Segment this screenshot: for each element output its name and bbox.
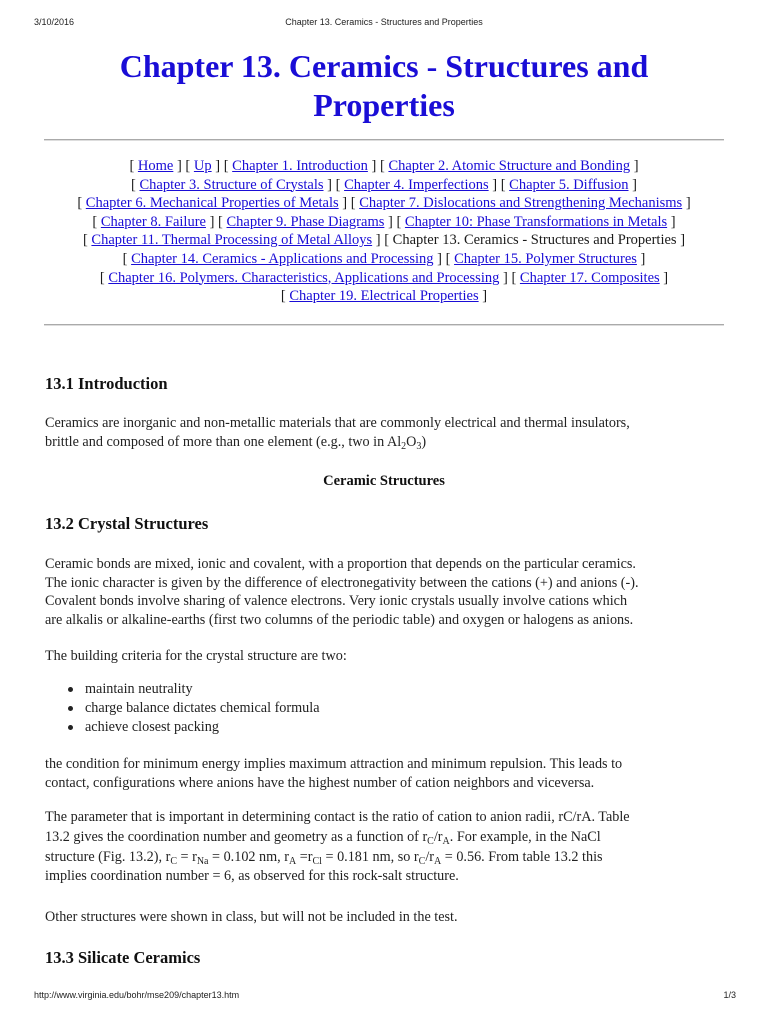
ratio-line2-end: . For example, in the NaCl	[449, 828, 601, 845]
subscript: A	[289, 855, 297, 867]
subscript: A	[442, 835, 450, 847]
top-divider	[44, 139, 724, 141]
chapter-navigation: [ Home ] [ Up ] [ Chapter 1. Introduction ] [ Chapter 2. Atomic Structure and Bonding ] [ Chapter 3. Structure of Crystals ] [ Chapter 4. Imperfections ] [ Chapter 5. Diffusion ] [ Chapter 6. Mechanical Properties of Metals ] [ Chapter 7. Dislocations and Strengthening Mechanisms ] [ Chapter 8. Failure ] [ Chapter 9. Phase Diagrams ] [ Chapter 10: Phase Transformations in Metals ] [ Chapter 11. Thermal Processing of Metal Alloys ] [ Chapter 13. Ceramics - Structures and Properties ] [ Chapter 14. Ceramics - Applications and Processing ] [ Chapter 15. Polymer Structures ] [ Chapter 16. Polymers. Characteristics, Applications and Processing ] [ Chapter 17. Composites ] [ Chapter 19. Electrical Properties ]	[77, 158, 691, 305]
list-item: achieve closest packing	[85, 718, 320, 737]
print-url: http://www.virginia.edu/bohr/mse209/chapter13.htm	[34, 990, 240, 1000]
ratio-line3: =r	[296, 848, 313, 865]
building-criteria-text: The building criteria for the crystal structure are two:	[45, 648, 347, 664]
subscript: Na	[196, 855, 209, 867]
introduction-paragraph	[45, 414, 735, 451]
nav-link-ch14[interactable]: Chapter 14. Ceramics - Applications and Processing	[131, 250, 434, 267]
list-item: charge balance dictates chemical formula	[85, 700, 320, 716]
page-title-line2: Properties	[313, 87, 455, 123]
nav-link-ch19[interactable]: Chapter 19. Electrical Properties	[289, 288, 479, 305]
other-structures-text: Other structures were shown in class, but will not be included in the test.	[45, 909, 458, 925]
print-page-title: Chapter 13. Ceramics - Structures and Properties	[285, 17, 483, 27]
nav-link-home[interactable]: Home	[137, 158, 174, 174]
page-title	[60, 47, 708, 125]
ratio-line3: /r	[425, 848, 434, 865]
nav-link-ch7[interactable]: Chapter 7. Dislocations and Strengthening Mechanisms	[359, 195, 683, 212]
ratio-line4: implies coordination number = 6, as observed for this rock-salt structure.	[45, 868, 459, 885]
nav-link-ch11[interactable]: Chapter 11. Thermal Processing of Metal Alloys	[91, 232, 373, 249]
subscript: C	[427, 835, 434, 847]
crystal-structures-paragraph	[45, 555, 735, 629]
subscript: C	[418, 855, 426, 867]
nav-link-ch17[interactable]: Chapter 17. Composites	[519, 269, 660, 286]
nav-link-up[interactable]: Up	[193, 158, 212, 174]
subscript: Cl	[312, 855, 322, 867]
nav-link-ch4[interactable]: Chapter 4. Imperfections	[344, 176, 489, 193]
ratio-line3: = 0.102 nm, r	[208, 848, 289, 865]
page-title-line1: Chapter 13. Ceramics - Structures and	[119, 48, 649, 84]
formula-subscript: 2	[401, 440, 407, 452]
nav-link-ch8[interactable]: Chapter 8. Failure	[100, 213, 206, 230]
ratio-line3: = r	[176, 848, 197, 865]
section-heading-crystal-structures: 13.2 Crystal Structures	[45, 514, 209, 533]
ratio-line1: The parameter that is important in determining contact is the ratio of cation to anion radii, rC/rA. Table	[45, 809, 630, 825]
ratio-line3: = 0.181 nm, so r	[321, 848, 419, 865]
intro-line2: brittle and composed of more than one element (e.g., two in Al	[45, 433, 402, 450]
nav-link-ch6[interactable]: Chapter 6. Mechanical Properties of Metals	[85, 195, 339, 212]
print-footer	[0, 990, 768, 1004]
print-page-number: 1/3	[723, 990, 736, 1000]
formula-close: )	[421, 433, 427, 450]
minimum-energy-paragraph	[45, 755, 735, 792]
subscript: C	[170, 855, 177, 867]
ratio-slash: /r	[433, 828, 443, 845]
nav-link-ch15[interactable]: Chapter 15. Polymer Structures	[454, 250, 637, 267]
ratio-line2: 13.2 gives the coordination number and geometry as a function of r	[45, 828, 428, 845]
section-heading-silicate-ceramics: 13.3 Silicate Ceramics	[45, 948, 201, 967]
section-heading-introduction: 13.1 Introduction	[45, 374, 168, 393]
ratio-line3: structure (Fig. 13.2), r	[45, 848, 171, 865]
crystal-line: The ionic character is given by the difference of electronegativity between the cations (+) and anions (-).	[45, 574, 639, 591]
energy-line: contact, configurations where anions have the highest number of cation neighbors and viceversa.	[45, 774, 595, 791]
crystal-line: are alkalis or alkaline-earths (first two columns of the periodic table) and oxygen or halogens as anions.	[45, 611, 634, 628]
print-header	[0, 17, 768, 31]
nav-link-ch9[interactable]: Chapter 9. Phase Diagrams	[226, 213, 385, 230]
nav-link-ch3[interactable]: Chapter 3. Structure of Crystals	[139, 176, 324, 193]
intro-line1: Ceramics are inorganic and non-metallic materials that are commonly electrical and thermal insulators,	[45, 415, 630, 431]
nav-link-ch5[interactable]: Chapter 5. Diffusion	[509, 176, 629, 193]
criteria-list	[45, 680, 320, 737]
energy-line: the condition for minimum energy implies maximum attraction and minimum repulsion. This leads to	[45, 756, 623, 772]
nav-link-ch10[interactable]: Chapter 10: Phase Transformations in Metals	[404, 213, 668, 230]
formula-subscript: 3	[416, 440, 422, 452]
print-date: 3/10/2016	[34, 17, 75, 27]
subscript: A	[434, 855, 442, 867]
ceramic-structures-heading: Ceramic Structures	[323, 473, 445, 489]
nav-link-ch2[interactable]: Chapter 2. Atomic Structure and Bonding	[388, 158, 631, 174]
ratio-line3: = 0.56. From table 13.2 this	[441, 848, 603, 865]
nav-bottom-divider	[44, 324, 724, 326]
crystal-line: Ceramic bonds are mixed, ionic and covalent, with a proportion that depends on the particular ceramics.	[45, 556, 636, 572]
crystal-line: Covalent bonds involve sharing of valence electrons. Very ionic crystals usually involve cations which	[45, 593, 628, 610]
nav-link-ch16[interactable]: Chapter 16. Polymers. Characteristics, Applications and Processing	[108, 269, 500, 286]
list-item: maintain neutrality	[85, 680, 320, 699]
nav-link-ch1[interactable]: Chapter 1. Introduction	[232, 158, 368, 174]
formula-element: O	[406, 433, 417, 450]
nav-current-chapter: Chapter 13. Ceramics - Structures and Properties	[392, 232, 677, 249]
radius-ratio-paragraph	[45, 808, 735, 887]
